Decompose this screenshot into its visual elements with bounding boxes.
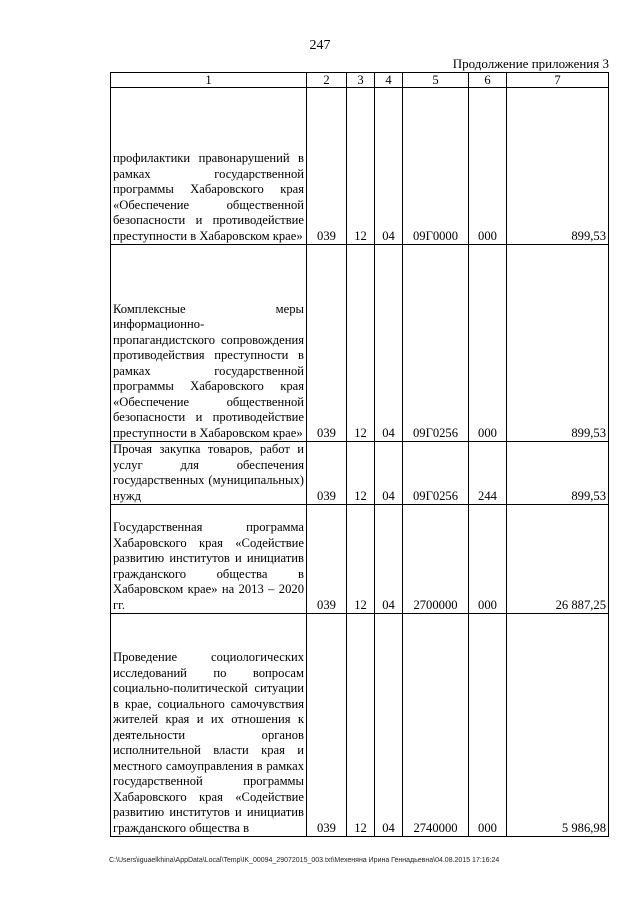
header-cell: 2 xyxy=(307,73,347,88)
amount: 899,53 xyxy=(507,88,609,245)
target-code: 09Г0000 xyxy=(403,88,469,245)
table-row xyxy=(111,88,609,245)
row-name: профилактики правонарушений в рамках государственной программы Хабаровского края «Обеспечение общественной безопасности и противодействие преступности в Хабаровском крае» xyxy=(111,88,307,245)
target-code: 09Г0256 xyxy=(403,442,469,505)
expense-type-code: 000 xyxy=(469,245,507,442)
header-cell: 5 xyxy=(403,73,469,88)
header-cell: 7 xyxy=(507,73,609,88)
table-row xyxy=(111,505,609,614)
expense-type-code: 000 xyxy=(469,88,507,245)
ministry-code: 039 xyxy=(307,614,347,837)
target-code: 09Г0256 xyxy=(403,245,469,442)
file-path-footer: C:\Users\iguaelkhina\AppData\Local\Temp\IK_00094_29072015_003.txt\Мехеняна Ирина Геннадьевна\04.08.2015 17:16:24 xyxy=(109,857,500,864)
subsection-code: 04 xyxy=(375,505,403,614)
subsection-code: 04 xyxy=(375,88,403,245)
row-name: Прочая закупка товаров, работ и услуг для обеспечения государственных (муниципальных) нужд xyxy=(111,442,307,505)
row-name: Проведение социологических исследований по вопросам социально-политической ситуации в крае, социального самочувствия жителей края и их отношения к деятельности органов исполнительной власти края и местного самоуправления в рамках государственной программы Хабаровского края «Содействие развитию институтов и инициатив гражданского общества в xyxy=(111,614,307,837)
row-name: Комплексные меры информационно-пропагандистского сопровождения противодействия преступности в рамках государственной программы Хабаровского края «Обеспечение общественной безопасности и противодействие преступности в Хабаровском крае» xyxy=(111,245,307,442)
amount: 5 986,98 xyxy=(507,614,609,837)
section-code: 12 xyxy=(347,88,375,245)
table-row xyxy=(111,614,609,837)
header-cell: 3 xyxy=(347,73,375,88)
table-header-row xyxy=(111,73,609,88)
table-row xyxy=(111,245,609,442)
subsection-code: 04 xyxy=(375,245,403,442)
continuation-label: Продолжение приложения 3 xyxy=(452,56,609,71)
ministry-code: 039 xyxy=(307,505,347,614)
ministry-code: 039 xyxy=(307,442,347,505)
table-row xyxy=(111,442,609,505)
ministry-code: 039 xyxy=(307,245,347,442)
amount: 899,53 xyxy=(507,245,609,442)
amount: 899,53 xyxy=(507,442,609,505)
page-number: 247 xyxy=(309,38,331,53)
section-code: 12 xyxy=(347,245,375,442)
section-code: 12 xyxy=(347,505,375,614)
expense-type-code: 000 xyxy=(469,614,507,837)
header-cell: 4 xyxy=(375,73,403,88)
header-cell: 1 xyxy=(111,73,307,88)
expense-type-code: 244 xyxy=(469,442,507,505)
row-name: Государственная программа Хабаровского края «Содействие развитию институтов и инициатив гражданского общества в Хабаровском крае» на 2013 – 2020 гг. xyxy=(111,505,307,614)
expense-type-code: 000 xyxy=(469,505,507,614)
target-code: 2740000 xyxy=(403,614,469,837)
section-code: 12 xyxy=(347,442,375,505)
subsection-code: 04 xyxy=(375,442,403,505)
amount: 26 887,25 xyxy=(507,505,609,614)
ministry-code: 039 xyxy=(307,88,347,245)
section-code: 12 xyxy=(347,614,375,837)
header-cell: 6 xyxy=(469,73,507,88)
target-code: 2700000 xyxy=(403,505,469,614)
budget-table xyxy=(110,72,609,837)
subsection-code: 04 xyxy=(375,614,403,837)
